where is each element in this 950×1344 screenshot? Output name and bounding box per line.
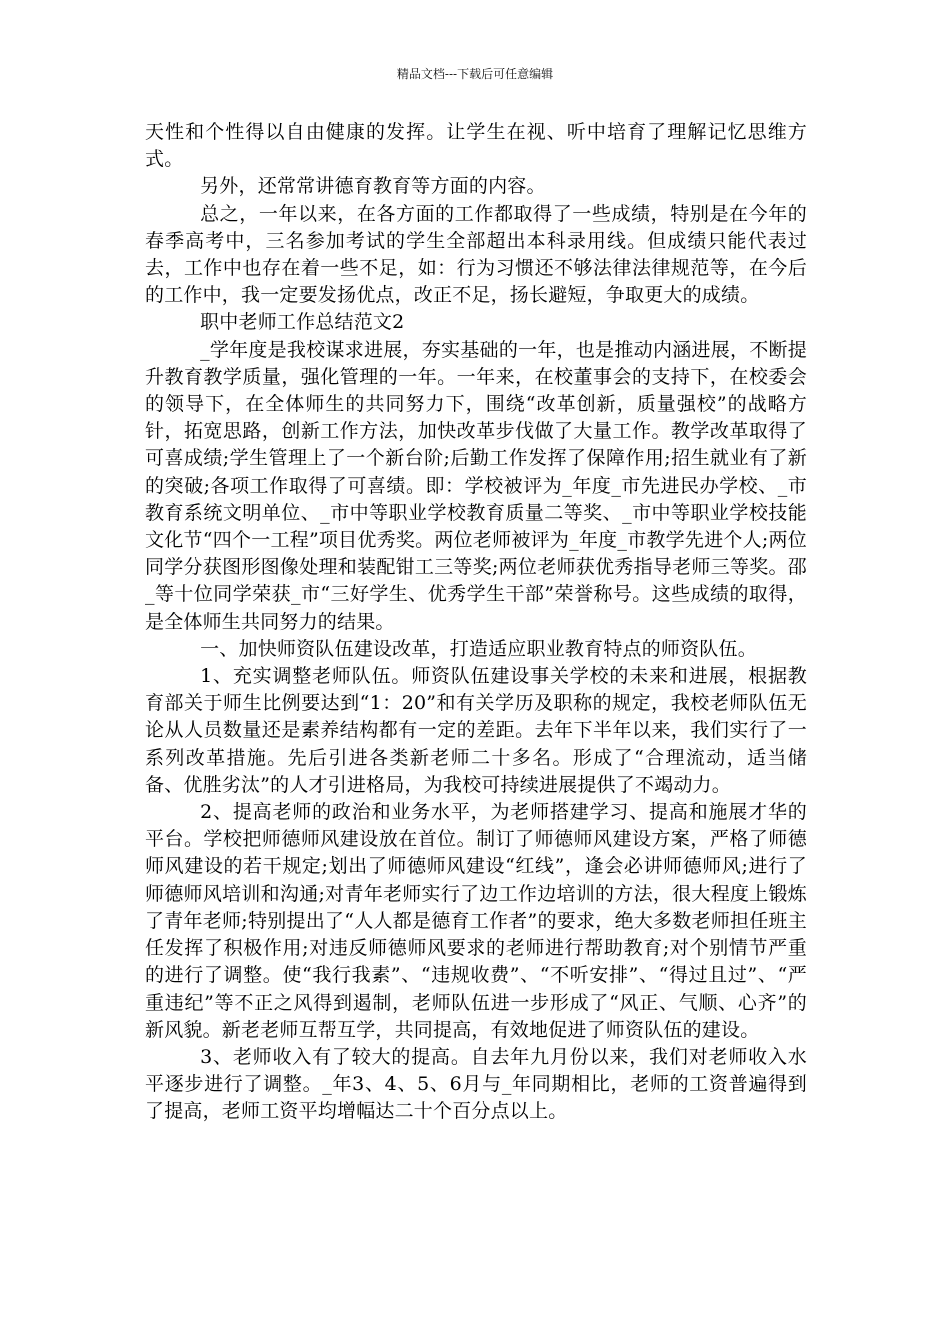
paragraph-2: 另外，还常常讲德育教育等方面的内容。 [200, 175, 546, 198]
paragraph-7: 1、充实调整老师队伍。师资队伍建设事关学校的未来和进展，根据教育部关于师生比例要达到“1：20”和有关学历及职称的规定，我校老师队伍无论从人员数量还是素养结构都有一定的差距。去年下半年以来，我们实行了一系列改革措施。先后引进各类新老师二十多名。形成了“合理流动，适当储备、优胜劣汰”的人才引进格局，为我校可持续进展提供了不竭动力。 [145, 665, 807, 796]
paragraph-9: 3、老师收入有了较大的提高。自去年九月份以来，我们对老师收入水平逐步进行了调整。_年3、4、5、6月与_年同期相比，老师的工资普遍得到了提高，老师工资平均增幅达二十个百分点以上。 [145, 1045, 807, 1123]
paragraph-5: _学年度是我校谋求进展，夯实基础的一年，也是推动内涵进展，不断提升教育教学质量，强化管理的一年。一年来，在校董事会的支持下，在校委会的领导下，在全体师生的共同努力下，围绕“改革创新，质量强校”的战略方针，拓宽思路，创新工作方法，加快改革步伐做了大量工作。教学改革取得了可喜成绩;学生管理上了一个新台阶;后勤工作发挥了保障作用;招生就业有了新的突破;各项工作取得了可喜绩。即：学校被评为_年度_市先进民办学校、_市教育系统文明单位、_市中等职业学校教育质量二等奖、_市中等职业学校技能文化节“四个一工程”项目优秀奖。两位老师被评为_年度_市教学先进个人;两位同学分获图形图像处理和装配钳工三等奖;两位老师获优秀指导老师三等奖。邵_等十位同学荣获_市“三好学生、优秀学生干部”荣誉称号。这些成绩的取得，是全体师生共同努力的结果。 [145, 338, 807, 633]
document-body [145, 119, 807, 1126]
paragraph-3: 总之，一年以来，在各方面的工作都取得了一些成绩，特别是在今年的春季高考中，三名参加考试的学生全部超出本科录用线。但成绩只能代表过去，工作中也存在着一些不足，如：行为习惯还不够法律法律规范等，在今后的工作中，我一定要发扬优点，改正不足，扬长避短，争取更大的成绩。 [145, 202, 807, 307]
page-header: 精品文档---下载后可任意编辑 [396, 67, 554, 81]
paragraph-8: 2、提高老师的政治和业务水平，为老师搭建学习、提高和施展才华的平台。学校把师德师风建设放在首位。制订了师德师风建设方案，严格了师德师风建设的若干规定;划出了师德师风建设“红线”，逢会必讲师德师风;进行了师德师风培训和沟通;对青年老师实行了边工作边培训的方法，很大程度上锻炼了青年老师;特别提出了“人人都是德育工作者”的要求，绝大多数老师担任班主任发挥了积极作用;对违反师德师风要求的老师进行帮助教育;对个别情节严重的进行了调整。使“我行我素”、“违规收费”、“不听安排”、“得过且过”、“严重违纪”等不正之风得到遏制，老师队伍进一步形成了“风正、气顺、心齐”的新风貌。新老老师互帮互学，共同提高，有效地促进了师资队伍的建设。 [145, 801, 807, 1041]
section-title: 职中老师工作总结范文2 [200, 311, 405, 334]
heading-1: 一、加快师资队伍建设改革，打造适应职业教育特点的师资队伍。 [200, 637, 757, 660]
paragraph-1: 天性和个性得以自由健康的发挥。让学生在视、听中培育了理解记忆思维方式。 [145, 121, 807, 171]
